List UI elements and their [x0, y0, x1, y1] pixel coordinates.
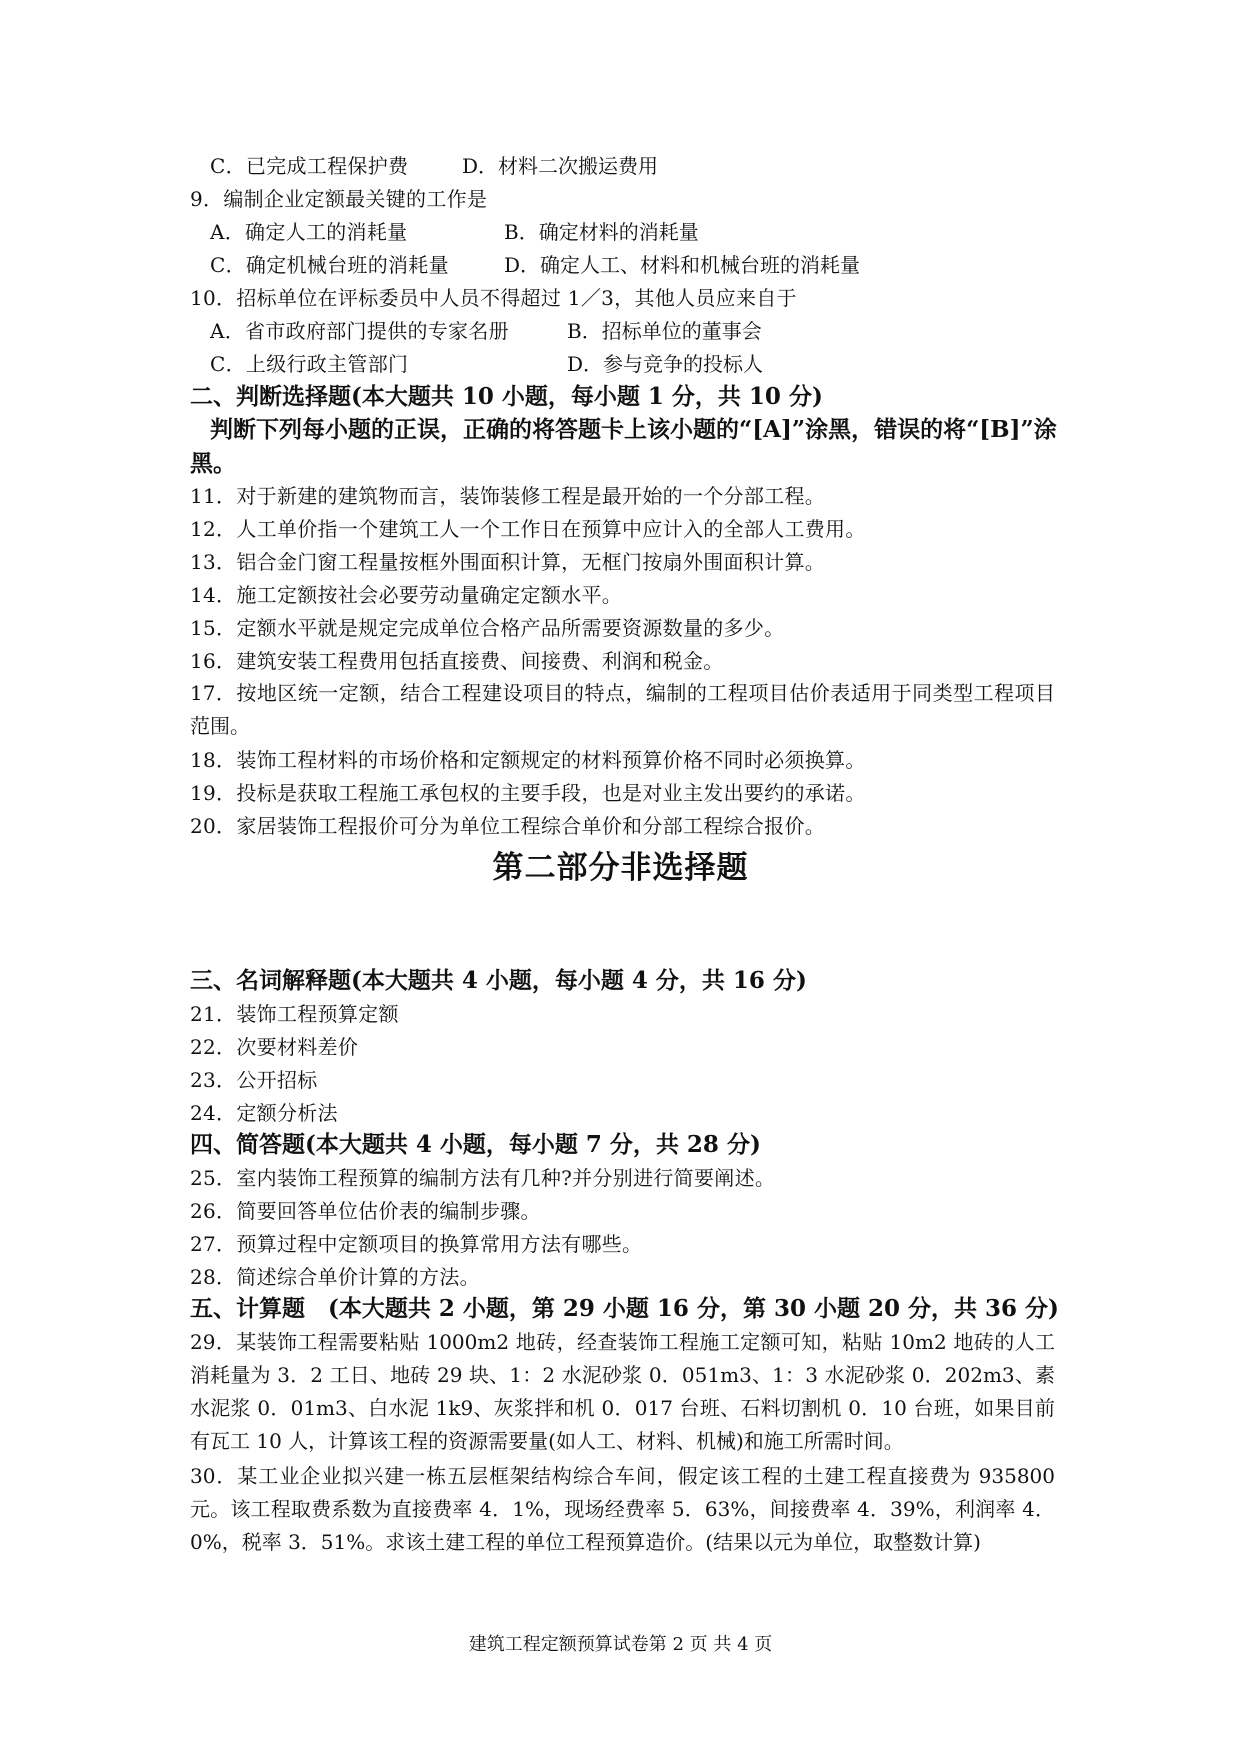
section4-heading: 四、简答题(本大题共 4 小题，每小题 7 分，共 28 分) — [190, 1131, 761, 1158]
section2-instruction: 判断下列每小题的正误，正确的将答题卡上该小题的“[A]”涂黑，错误的将“[B]”涂黑。 — [190, 416, 1057, 477]
q15: 15．定额水平就是规定完成单位合格产品所需要资源数量的多少。 — [190, 616, 785, 640]
q17: 17．按地区统一定额，结合工程建设项目的特点，编制的工程项目估价表适用于同类型工程项目范围。 — [190, 681, 1055, 738]
q9-option-b: B．确定材料的消耗量 — [504, 220, 699, 244]
q18: 18．装饰工程材料的市场价格和定额规定的材料预算价格不同时必须换算。 — [190, 748, 866, 772]
q26: 26．简要回答单位估价表的编制步骤。 — [190, 1199, 541, 1223]
q28: 28．简述综合单价计算的方法。 — [190, 1265, 480, 1289]
q25: 25．室内装饰工程预算的编制方法有几种?并分别进行简要阐述。 — [190, 1166, 776, 1190]
q24: 24．定额分析法 — [190, 1101, 338, 1125]
section2-heading: 二、判断选择题(本大题共 10 小题，每小题 1 分，共 10 分) — [190, 383, 823, 410]
q13: 13．铝合金门窗工程量按框外围面积计算，无框门按扇外围面积计算。 — [190, 550, 826, 574]
q27: 27．预算过程中定额项目的换算常用方法有哪些。 — [190, 1232, 643, 1256]
q8-option-c: C．已完成工程保护费 — [210, 154, 409, 178]
q23: 23．公开招标 — [190, 1068, 318, 1092]
q9-stem: 9．编制企业定额最关键的工作是 — [190, 187, 488, 211]
q29: 29．某装饰工程需要粘贴 1000m2 地砖，经查装饰工程施工定额可知，粘贴 10m2 地砖的人工消耗量为 3．2 工日、地砖 29 块、1：2 水泥砂浆 0．051m3、1：3 水泥砂浆 0．202m3、素水泥浆 0．01m3、白水泥 1k9、灰浆拌和机 0．017 台班、石料切割机 0．10 台班，如果目前有瓦工 10 人，计算该工程的资源需要量(如人工、材料、机械)和施工所需时间。 — [190, 1330, 1055, 1453]
q16: 16．建筑安装工程费用包括直接费、间接费、利润和税金。 — [190, 649, 724, 673]
q10-option-d: D．参与竞争的投标人 — [567, 352, 764, 376]
part2-title: 第二部分非选择题 — [492, 850, 749, 886]
q9-option-c: C．确定机械台班的消耗量 — [210, 253, 449, 277]
q14: 14．施工定额按社会必要劳动量确定定额水平。 — [190, 583, 623, 607]
q10-option-c: C．上级行政主管部门 — [210, 352, 409, 376]
q10-stem: 10．招标单位在评标委员中人员不得超过 1／3，其他人员应来自于 — [190, 286, 797, 310]
q20: 20．家居装饰工程报价可分为单位工程综合单价和分部工程综合报价。 — [190, 814, 826, 838]
page-footer: 建筑工程定额预算试卷第 2 页 共 4 页 — [468, 1634, 773, 1655]
q9-option-d: D．确定人工、材料和机械台班的消耗量 — [504, 253, 861, 277]
q22: 22．次要材料差价 — [190, 1035, 359, 1059]
q10-option-b: B．招标单位的董事会 — [567, 319, 762, 343]
q21: 21．装饰工程预算定额 — [190, 1002, 399, 1026]
q9-option-a: A．确定人工的消耗量 — [210, 220, 408, 244]
q11: 11．对于新建的建筑物而言，装饰装修工程是最开始的一个分部工程。 — [190, 484, 826, 508]
q30: 30．某工业企业拟兴建一栋五层框架结构综合车间，假定该工程的土建工程直接费为 935800 元。该工程取费系数为直接费率 4．1%，现场经费率 5．63%，间接费率 4．39%，利润率 4．0%，税率 3．51%。求该土建工程的单位工程预算造价。(结果以元为单位，取整数计算) — [190, 1464, 1055, 1554]
q19: 19．投标是获取工程施工承包权的主要手段，也是对业主发出要约的承诺。 — [190, 781, 866, 805]
section3-heading: 三、名词解释题(本大题共 4 小题，每小题 4 分，共 16 分) — [190, 967, 807, 994]
q8-option-d: D．材料二次搬运费用 — [462, 154, 659, 178]
q12: 12．人工单价指一个建筑工人一个工作日在预算中应计入的全部人工费用。 — [190, 517, 866, 541]
section5-heading: 五、计算题 (本大题共 2 小题，第 29 小题 16 分，第 30 小题 20 分，共 36 分) — [190, 1295, 1059, 1322]
q10-option-a: A．省市政府部门提供的专家名册 — [210, 319, 509, 343]
